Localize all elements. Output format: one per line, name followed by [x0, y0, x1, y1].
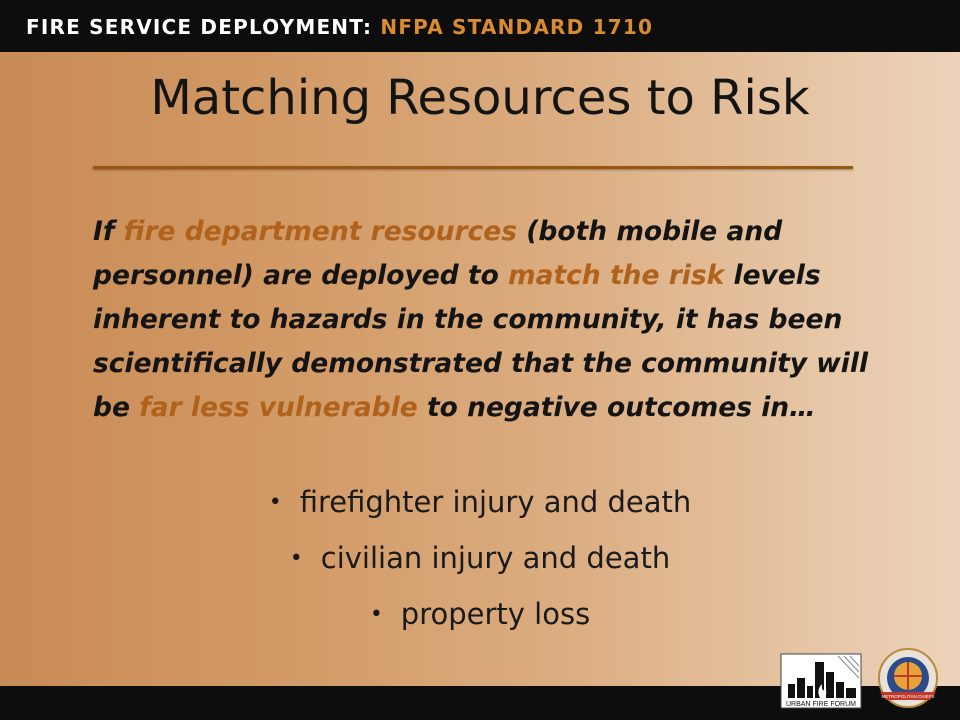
main-paragraph	[93, 210, 893, 430]
bullet-icon: •	[369, 602, 383, 627]
urban-fire-forum-logo	[781, 654, 861, 708]
logos-graphic	[780, 648, 955, 714]
urban-label: URBAN FIRE FORUM	[786, 701, 856, 708]
para-text-1: If	[93, 216, 124, 247]
para-highlight-1: fire department resources	[123, 216, 518, 247]
header-accent: NFPA STANDARD 1710	[380, 15, 654, 39]
bullet-icon: •	[268, 490, 282, 515]
bullet-text: property loss	[400, 597, 591, 631]
header-title	[26, 15, 653, 39]
metropolitan-chiefs-seal	[879, 649, 937, 707]
para-text-4: to negative outcomes in…	[417, 392, 816, 423]
header-bar	[0, 0, 960, 52]
logo-group	[780, 648, 955, 718]
para-highlight-2: match the risk	[508, 260, 725, 291]
para-highlight-3: far less vulnerable	[139, 392, 418, 423]
list-item	[0, 588, 960, 644]
bullet-list	[0, 476, 960, 644]
list-item	[0, 476, 960, 532]
para-text-3: levels inherent to hazards in the community, it has been scientifically demonstrated that the community will be	[93, 260, 869, 423]
slide-title: Matching Resources to Risk	[150, 70, 810, 126]
title-divider	[93, 166, 853, 169]
para-text-2: (both mobile and personnel) are deployed to	[93, 216, 783, 291]
seal-label: METROPOLITAN CHIEFS	[881, 694, 935, 699]
bullet-text: civilian injury and death	[320, 541, 671, 575]
bullet-text: firefighter injury and death	[299, 485, 692, 519]
list-item	[0, 532, 960, 588]
header-prefix: FIRE SERVICE DEPLOYMENT:	[26, 15, 373, 39]
bullet-icon: •	[289, 546, 303, 571]
